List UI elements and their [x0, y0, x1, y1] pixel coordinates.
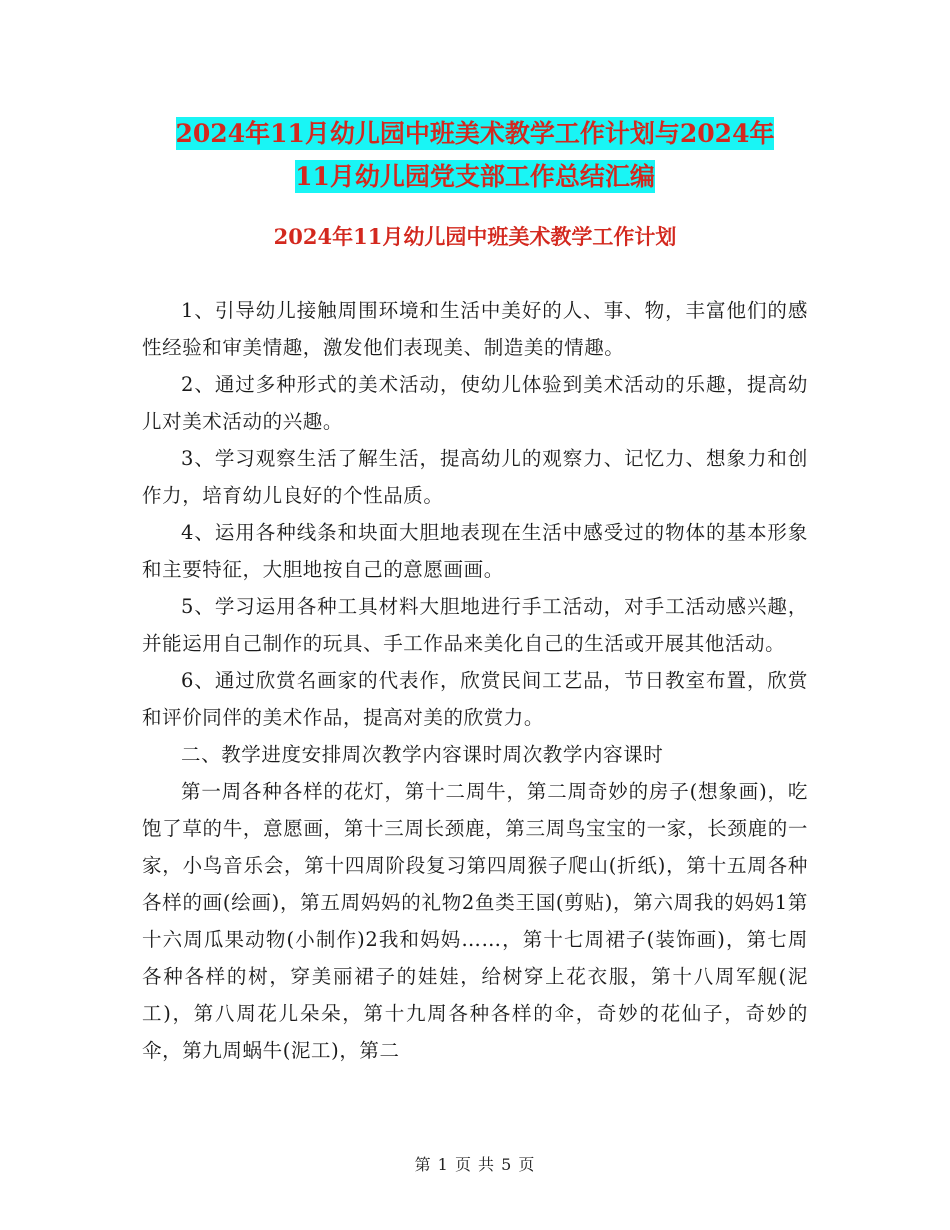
paragraph-schedule-content: 第一周各种各样的花灯，第十二周牛，第二周奇妙的房子(想象画)，吃饱了草的牛，意愿画，第十三周长颈鹿，第三周鸟宝宝的一家，长颈鹿的一家，小鸟音乐会，第十四周阶段复习第四周猴子爬山(折纸)，第十五周各种各样的画(绘画)，第五周妈妈的礼物2鱼类王国(剪贴)，第六周我的妈妈1第十六周瓜果动物(小制作)2我和妈妈……，第十七周裙子(装饰画)，第七周各种各样的树，穿美丽裙子的娃娃，给树穿上花衣服，第十八周军舰(泥工)，第八周花儿朵朵，第十九周各种各样的伞，奇妙的花仙子，奇妙的伞，第九周蜗牛(泥工)，第二 — [142, 780, 809, 1062]
paragraph-goal-3: 3、学习观察生活了解生活，提高幼儿的观察力、记忆力、想象力和创作力，培育幼儿良好的个性品质。 — [142, 447, 808, 507]
document-body — [142, 292, 808, 1069]
section-title: 2024年11月幼儿园中班美术教学工作计划 — [273, 224, 677, 249]
paragraph-goal-4: 4、运用各种线条和块面大胆地表现在生活中感受过的物体的基本形象和主要特征，大胆地按自己的意愿画画。 — [142, 521, 808, 581]
footer-page-number: 1 — [437, 1155, 449, 1174]
paragraph-goal-2: 2、通过多种形式的美术活动，使幼儿体验到美术活动的乐趣，提高幼儿对美术活动的兴趣。 — [142, 373, 808, 433]
paragraph-schedule-heading: 二、教学进度安排周次教学内容课时周次教学内容课时 — [181, 743, 664, 766]
page-footer — [0, 1154, 950, 1176]
document-title-line2: 11月幼儿园党支部工作总结汇编 — [295, 162, 655, 191]
paragraph-goal-1: 1、引导幼儿接触周围环境和生活中美好的人、事、物，丰富他们的感性经验和审美情趣，激发他们表现美、制造美的情趣。 — [142, 299, 808, 359]
document-title — [140, 112, 810, 198]
paragraph-goal-5: 5、学习运用各种工具材料大胆地进行手工活动，对手工活动感兴趣，并能运用自己制作的玩具、手工作品来美化自己的生活或开展其他活动。 — [142, 595, 808, 655]
footer-mid: 页 共 — [454, 1155, 496, 1174]
footer-suffix: 页 — [518, 1155, 536, 1174]
paragraph-goal-6: 6、通过欣赏名画家的代表作，欣赏民间工艺品，节日教室布置，欣赏和评价同伴的美术作品，提高对美的欣赏力。 — [142, 669, 808, 729]
document-title-line1: 2024年11月幼儿园中班美术教学工作计划与2024年 — [175, 119, 775, 148]
footer-prefix: 第 — [414, 1155, 432, 1174]
footer-total-pages: 5 — [501, 1155, 513, 1174]
